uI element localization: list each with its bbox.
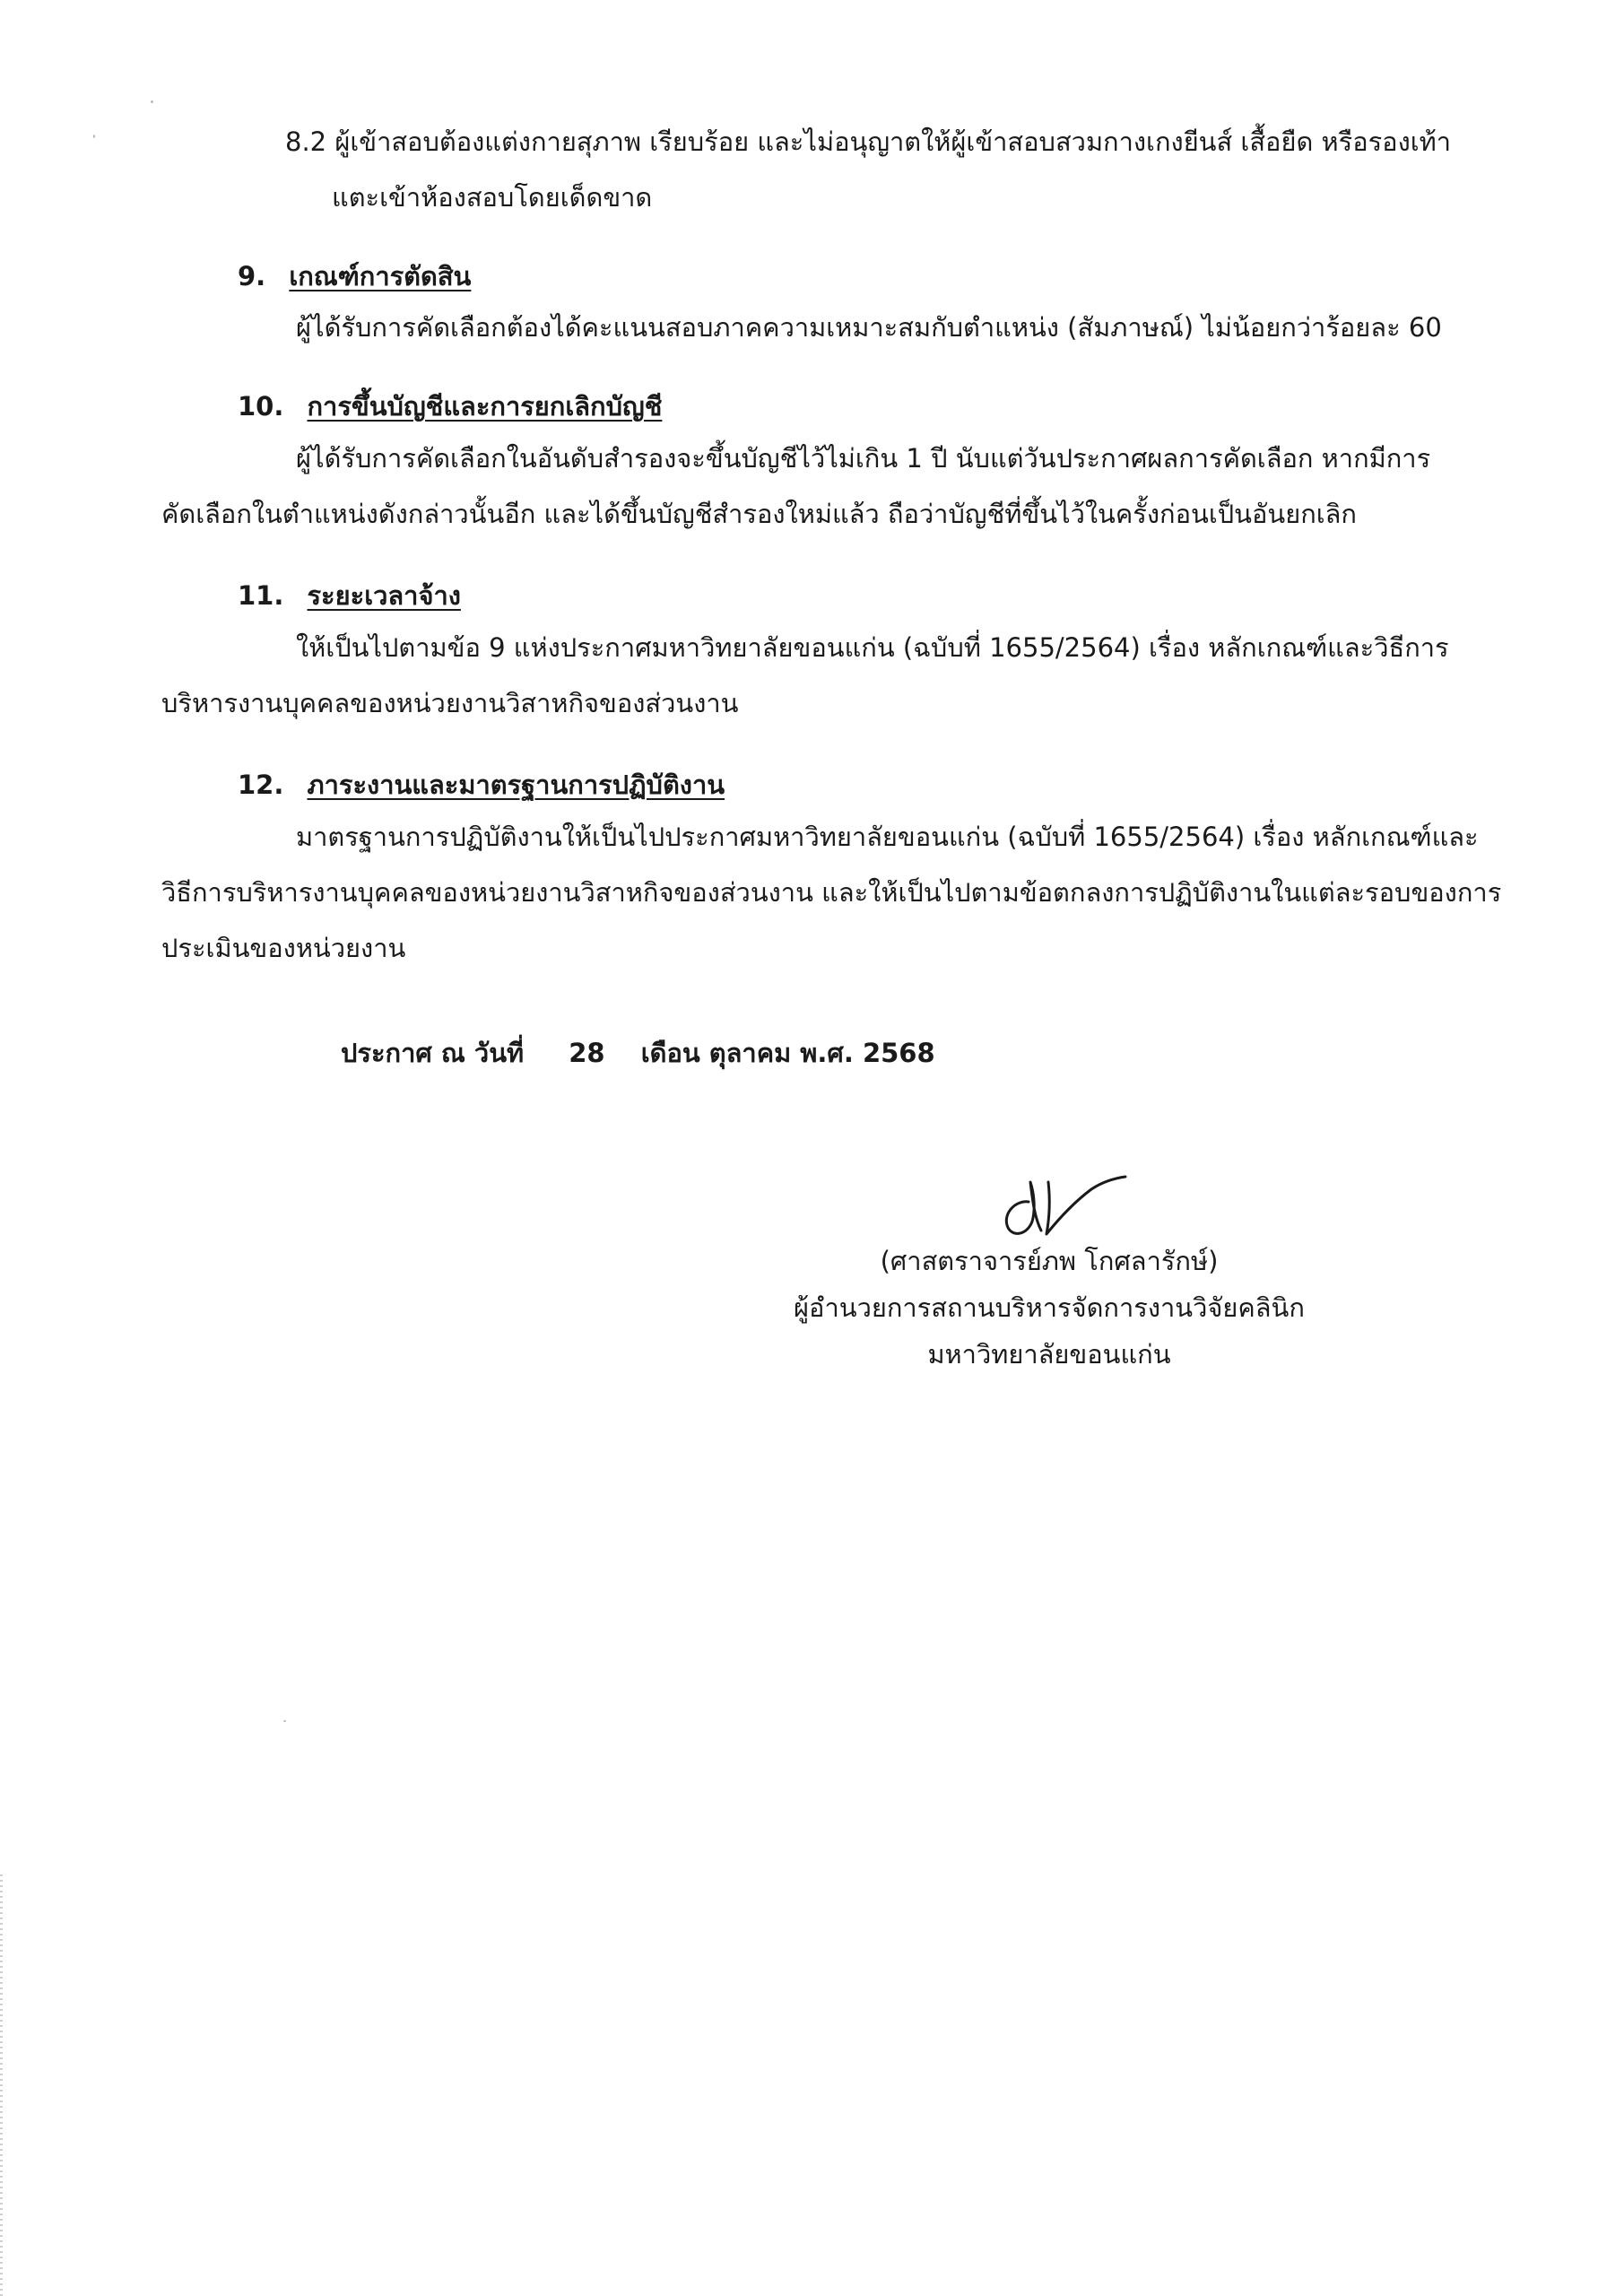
scan-edge-noise	[0, 1874, 3, 2296]
section-10-number: 10.	[238, 391, 284, 422]
section-10-title: การขึ้นบัญชีและการยกเลิกบัญชี	[307, 391, 663, 422]
section-9-line-1: ผู้ได้รับการคัดเลือกต้องได้คะแนนสอบภาคความเหมาะสมกับตำแหน่ง (สัมภาษณ์) ไม่น้อยกว่าร้อยละ 60	[296, 312, 1442, 343]
section-9-number: 9.	[238, 261, 266, 291]
announcement-month-year: เดือน ตุลาคม พ.ศ. 2568	[640, 1038, 935, 1068]
section-11-line-2: บริหารงานบุคคลของหน่วยงานวิสาหกิจของส่วนงาน	[161, 688, 739, 718]
announcement-prefix: ประกาศ ณ วันที่	[341, 1038, 525, 1068]
signatory-name: (ศาสตราจารย์ภพ โกศลารักษ์)	[880, 1246, 1219, 1276]
section-11-number: 11.	[238, 580, 284, 611]
section-9-heading	[238, 257, 471, 296]
section-12-number: 12.	[238, 770, 284, 800]
item-8-2-line-1: 8.2 ผู้เข้าสอบต้องแต่งกายสุภาพ เรียบร้อย และไม่อนุญาตให้ผู้เข้าสอบสวมกางเกงยีนส์ เสื้อยืด หรือรองเท้า	[285, 126, 1452, 157]
section-9-title: เกณฑ์การตัดสิน	[289, 261, 472, 291]
section-10-line-2: คัดเลือกในตำแหน่งดังกล่าวนั้นอีก และได้ขึ้นบัญชีสำรองใหม่แล้ว ถือว่าบัญชีที่ขึ้นไว้ในครั้งก่อนเป็นอันยกเลิก	[161, 499, 1357, 529]
signatory-organization: มหาวิทยาลัยขอนแก่น	[927, 1339, 1171, 1370]
scan-speck	[151, 100, 153, 103]
scan-speck	[93, 135, 95, 138]
section-12-line-1: มาตรฐานการปฏิบัติงานให้เป็นไปประกาศมหาวิทยาลัยขอนแก่น (ฉบับที่ 1655/2564) เรื่อง หลักเกณฑ์และ	[296, 822, 1479, 852]
section-10-heading	[238, 387, 662, 426]
announcement-date	[341, 1033, 935, 1073]
section-12-title: ภาระงานและมาตรฐานการปฏิบัติงาน	[307, 770, 725, 800]
section-11-title: ระยะเวลาจ้าง	[307, 580, 461, 611]
section-12-heading	[238, 765, 725, 804]
item-8-2-line-2: แตะเข้าห้องสอบโดยเด็ดขาด	[332, 182, 653, 213]
section-11-line-1: ให้เป็นไปตามข้อ 9 แห่งประกาศมหาวิทยาลัยขอนแก่น (ฉบับที่ 1655/2564) เรื่อง หลักเกณฑ์และวิธีการ	[296, 632, 1449, 663]
scan-speck	[283, 1720, 286, 1722]
announcement-day: 28	[569, 1038, 605, 1068]
section-11-heading	[238, 576, 461, 615]
section-12-line-3: ประเมินของหน่วยงาน	[161, 933, 406, 963]
signatory-block	[771, 1238, 1327, 1378]
section-12-line-2: วิธีการบริหารงานบุคคลของหน่วยงานวิสาหกิจของส่วนงาน และให้เป็นไปตามข้อตกลงการปฏิบัติงานในแต่ละรอบของการ	[161, 877, 1502, 908]
handwritten-signature	[991, 1166, 1143, 1247]
signatory-position: ผู้อำนวยการสถานบริหารจัดการงานวิจัยคลินิก	[794, 1292, 1305, 1323]
section-10-line-1: ผู้ได้รับการคัดเลือกในอันดับสำรองจะขึ้นบัญชีไว้ไม่เกิน 1 ปี นับแต่วันประกาศผลการคัดเลือก หากมีการ	[296, 443, 1431, 474]
